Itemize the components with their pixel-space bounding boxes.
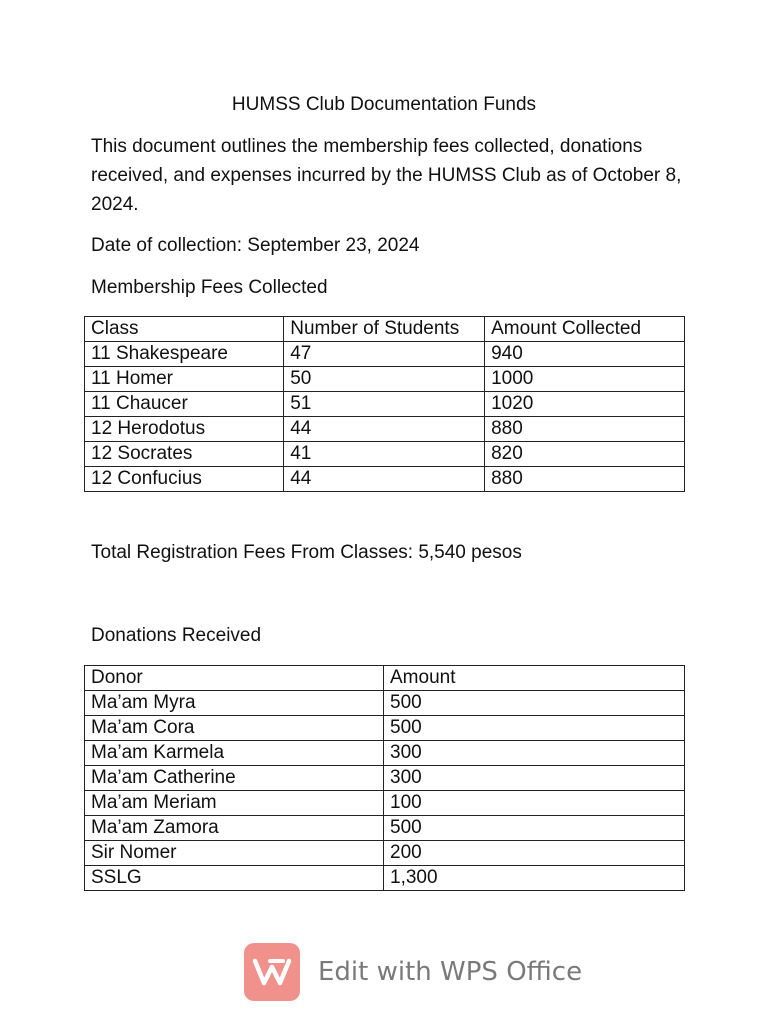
- table-row: [85, 741, 685, 766]
- class-cell: 12 Confucius: [85, 467, 284, 492]
- amount-cell: 300: [384, 766, 685, 791]
- wps-edit-text[interactable]: Edit with WPS Office: [318, 957, 583, 987]
- class-cell: 12 Herodotus: [85, 417, 284, 442]
- amount-cell: 940: [485, 342, 685, 367]
- amount-cell: 500: [384, 816, 685, 841]
- students-cell: 44: [284, 467, 485, 492]
- donor-cell: Sir Nomer: [85, 841, 384, 866]
- amount-cell: 500: [384, 716, 685, 741]
- table-row: [85, 367, 685, 392]
- students-cell: 47: [284, 342, 485, 367]
- amount-cell: 300: [384, 741, 685, 766]
- wps-logo-icon: [244, 943, 300, 1001]
- table-header-row: [85, 317, 685, 342]
- amount-cell: 880: [485, 467, 685, 492]
- students-cell: 44: [284, 417, 485, 442]
- page-title: HUMSS Club Documentation Funds: [231, 94, 537, 115]
- donor-cell: Ma’am Zamora: [85, 816, 384, 841]
- header-number-of-students: Number of Students: [284, 317, 485, 342]
- date-value: September 23, 2024: [242, 235, 420, 256]
- class-cell: 12 Socrates: [85, 442, 284, 467]
- header-class: Class: [85, 317, 284, 342]
- amount-cell: 200: [384, 841, 685, 866]
- date-label: Date of collection:: [91, 235, 243, 256]
- table-row: [85, 816, 685, 841]
- amount-cell: 820: [485, 442, 685, 467]
- table-row: [85, 716, 685, 741]
- students-cell: 50: [284, 367, 485, 392]
- table-row: [85, 342, 685, 367]
- class-cell: 11 Homer: [85, 367, 284, 392]
- amount-cell: 1,300: [384, 866, 685, 891]
- donor-cell: Ma’am Myra: [85, 691, 384, 716]
- header-amount-collected: Amount Collected: [485, 317, 685, 342]
- amount-cell: 1020: [485, 392, 685, 417]
- donor-cell: Ma’am Cora: [85, 716, 384, 741]
- class-cell: 11 Chaucer: [85, 392, 284, 417]
- table-row: [85, 841, 685, 866]
- donations-table: [84, 665, 685, 891]
- date-of-collection: [91, 233, 420, 259]
- donor-cell: SSLG: [85, 866, 384, 891]
- header-donor: Donor: [85, 666, 384, 691]
- donor-cell: Ma’am Catherine: [85, 766, 384, 791]
- total-registration-fees: Total Registration Fees From Classes: 5,540 pesos: [91, 542, 522, 563]
- table-row: [85, 392, 685, 417]
- students-cell: 41: [284, 442, 485, 467]
- donor-cell: Ma’am Meriam: [85, 791, 384, 816]
- wps-edit-badge[interactable]: [244, 943, 582, 1001]
- amount-cell: 880: [485, 417, 685, 442]
- donations-heading: Donations Received: [91, 625, 262, 646]
- table-row: [85, 442, 685, 467]
- amount-cell: 100: [384, 791, 685, 816]
- class-cell: 11 Shakespeare: [85, 342, 284, 367]
- table-row: [85, 691, 685, 716]
- table-row: [85, 791, 685, 816]
- students-cell: 51: [284, 392, 485, 417]
- intro-paragraph: This document outlines the membership fees collected, donations received, and expenses incurred by the HUMSS Club as of October 8, 2024.: [91, 136, 682, 215]
- amount-cell: 1000: [485, 367, 685, 392]
- table-row: [85, 417, 685, 442]
- table-row: [85, 866, 685, 891]
- membership-fees-heading: Membership Fees Collected: [91, 277, 328, 298]
- table-header-row: [85, 666, 685, 691]
- amount-cell: 500: [384, 691, 685, 716]
- membership-fees-table: [84, 316, 685, 492]
- donor-cell: Ma’am Karmela: [85, 741, 384, 766]
- table-row: [85, 467, 685, 492]
- table-row: [85, 766, 685, 791]
- header-amount: Amount: [384, 666, 685, 691]
